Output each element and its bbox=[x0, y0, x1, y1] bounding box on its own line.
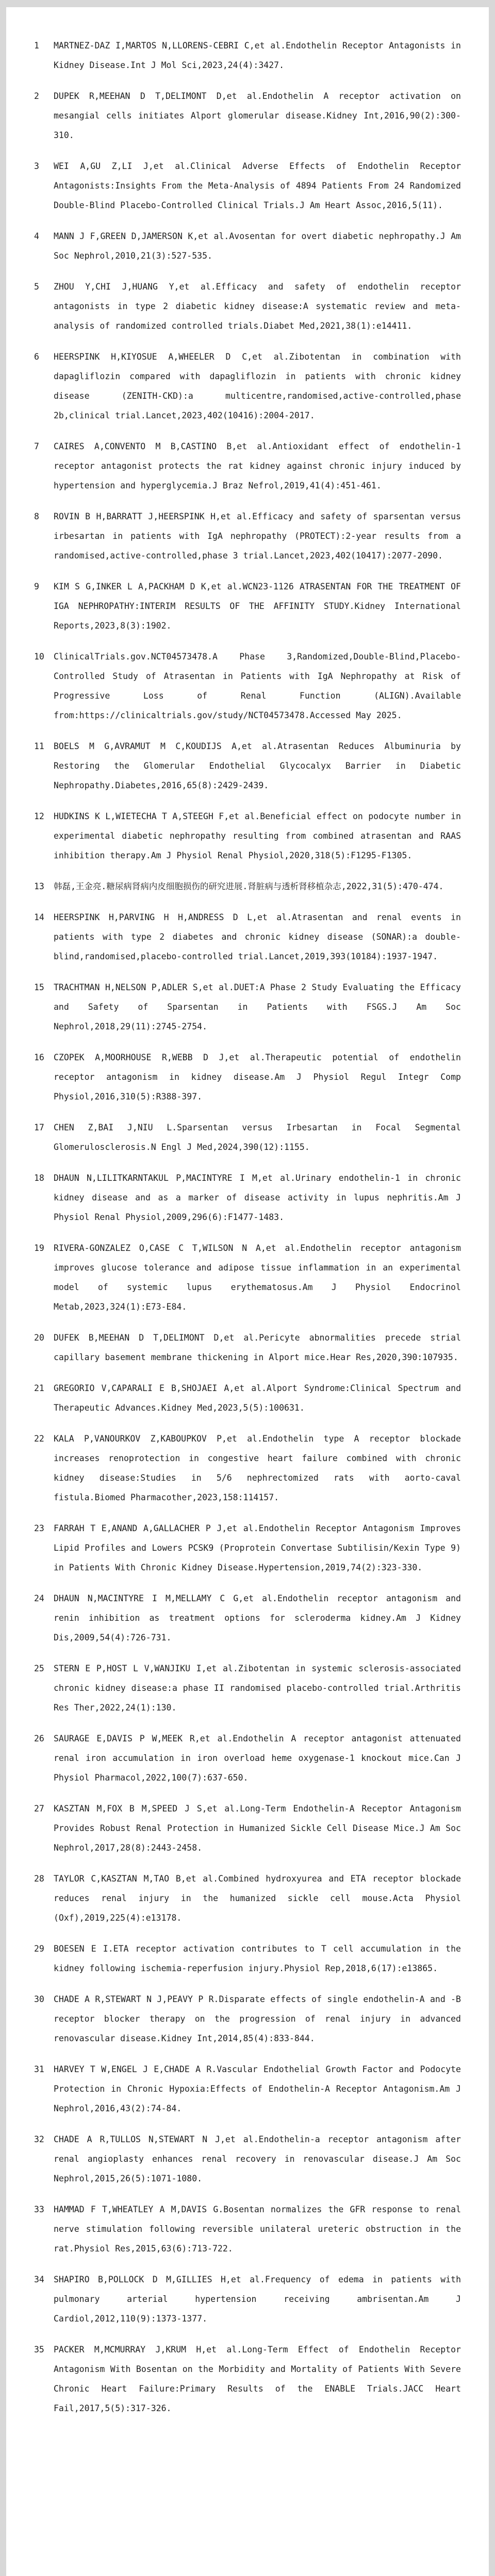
reference-entry bbox=[34, 807, 461, 866]
reference-entry bbox=[34, 347, 461, 426]
reference-entry bbox=[34, 87, 461, 145]
reference-number: 14 bbox=[34, 912, 44, 922]
reference-number: 25 bbox=[34, 1664, 44, 1673]
reference-list bbox=[34, 36, 461, 2418]
reference-number: 1 bbox=[34, 41, 39, 50]
reference-entry bbox=[34, 2060, 461, 2119]
reference-text: MARTNEZ-DAZ I,MARTOS N,LLORENS-CEBRI C,et al.Endothelin Receptor Antagonists in Kidney Disease.Int J Mol Sci,2023,24(4):3427. bbox=[54, 41, 461, 70]
reference-text: CHADE A R,STEWART N J,PEAVY P R.Disparate effects of single endothelin-A and -B receptor blocker therapy on the progression of renal injury in advanced renovascular disease.Kidney Int,2014,85(4):833-844. bbox=[54, 1994, 461, 2043]
reference-text: FARRAH T E,ANAND A,GALLACHER P J,et al.Endothelin Receptor Antagonism Improves Lipid Profiles and Lowers PCSK9 (Proprotein Convertase Subtilisin/Kexin Type 9) in Patients With Chronic Kidney Disease.Hypertension,2019,74(2):323-330. bbox=[54, 1523, 461, 1572]
reference-number: 16 bbox=[34, 1053, 44, 1062]
reference-text: DHAUN N,MACINTYRE I M,MELLAMY C G,et al.Endothelin receptor antagonism and renin inhibition as treatment options for scleroderma kidney.Am J Kidney Dis,2009,54(4):726-731. bbox=[54, 1594, 461, 1642]
reference-text: SHAPIRO B,POLLOCK D M,GILLIES H,et al.Frequency of edema in patients with pulmonary arterial hypertension receiving ambrisentan.Am J Cardiol,2012,110(9):1373-1377. bbox=[54, 2275, 461, 2324]
reference-number: 28 bbox=[34, 1874, 44, 1884]
reference-number: 3 bbox=[34, 161, 39, 171]
reference-text: WEI A,GU Z,LI J,et al.Clinical Adverse Effects of Endothelin Receptor Antagonists:Insights From the Meta-Analysis of 4894 Patients From 24 Randomized Double-Blind Placebo-Controlled Clinical Trials.J Am Heart Assoc,2016,5(11). bbox=[54, 161, 461, 210]
reference-entry bbox=[34, 1118, 461, 1157]
reference-entry bbox=[34, 647, 461, 725]
reference-number: 33 bbox=[34, 2205, 44, 2214]
reference-number: 5 bbox=[34, 282, 39, 292]
reference-entry bbox=[34, 1168, 461, 1227]
reference-text: KASZTAN M,FOX B M,SPEED J S,et al.Long-Term Endothelin-A Receptor Antagonism Provides Robust Renal Protection in Humanized Sickle Cell Disease Mice.J Am Soc Nephrol,2017,28(8):2443-2458. bbox=[54, 1804, 461, 1853]
reference-number: 8 bbox=[34, 512, 39, 521]
reference-number: 24 bbox=[34, 1594, 44, 1603]
reference-number: 20 bbox=[34, 1333, 44, 1343]
reference-entry bbox=[34, 1519, 461, 1578]
reference-entry bbox=[34, 2340, 461, 2418]
reference-text: BOESEN E I.ETA receptor activation contributes to T cell accumulation in the kidney following ischemia-reperfusion injury.Physiol Rep,2018,6(17):e13865. bbox=[54, 1944, 461, 1973]
reference-text: ZHOU Y,CHI J,HUANG Y,et al.Efficacy and safety of endothelin receptor antagonists in type 2 diabetic kidney disease:A systematic review and meta-analysis of randomized controlled trials.Diabet Med,2021,38(1):e14411. bbox=[54, 282, 461, 331]
reference-entry bbox=[34, 277, 461, 336]
reference-text: ROVIN B H,BARRATT J,HEERSPINK H,et al.Efficacy and safety of sparsentan versus irbesartan in patients with IgA nephropathy (PROTECT):2-year results from a randomised,active-controlled,phase 3 trial.Lancet,2023,402(10417):2077-2090. bbox=[54, 512, 461, 561]
reference-number: 26 bbox=[34, 1734, 44, 1743]
reference-text: CHADE A R,TULLOS N,STEWART N J,et al.Endothelin-a receptor antagonism after renal angioplasty enhances renal recovery in renovascular disease.J Am Soc Nephrol,2015,26(5):1071-1080. bbox=[54, 2134, 461, 2183]
reference-text: PACKER M,MCMURRAY J,KRUM H,et al.Long-Term Effect of Endothelin Receptor Antagonism With Bosentan on the Morbidity and Mortality of Patients With Severe Chronic Heart Failure:Primary Results of the ENABLE Trials.JACC Heart Fail,2017,5(5):317-326. bbox=[54, 2345, 461, 2413]
reference-text: HEERSPINK H,KIYOSUE A,WHEELER D C,et al.Zibotentan in combination with dapagliflozin compared with dapagliflozin in patients with chronic kidney disease (ZENITH-CKD):a multicentre,randomised,active-controlled,phase 2b,clinical trial.Lancet,2023,402(10416):2004-2017. bbox=[54, 352, 461, 420]
reference-number: 21 bbox=[34, 1383, 44, 1393]
reference-entry bbox=[34, 1328, 461, 1367]
reference-text: KIM S G,INKER L A,PACKHAM D K,et al.WCN23-1126 ATRASENTAN FOR THE TREATMENT OF IGA NEPHROPATHY:INTERIM RESULTS OF THE AFFINITY STUDY.Kidney International Reports,2023,8(3):1902. bbox=[54, 582, 461, 631]
reference-text: CAIRES A,CONVENTO M B,CASTINO B,et al.Antioxidant effect of endothelin-1 receptor antagonist protects the rat kidney against chronic injury induced by hypertension and hyperglycemia.J Braz Nefrol,2019,41(4):451-461. bbox=[54, 442, 461, 490]
reference-number: 6 bbox=[34, 352, 39, 362]
reference-entry bbox=[34, 1048, 461, 1107]
reference-text: GREGORIO V,CAPARALI E B,SHOJAEI A,et al.Alport Syndrome:Clinical Spectrum and Therapeutic Advances.Kidney Med,2023,5(5):100631. bbox=[54, 1383, 461, 1413]
reference-text: HUDKINS K L,WIETECHA T A,STEEGH F,et al.Beneficial effect on podocyte number in experimental diabetic nephropathy resulting from combined atrasentan and RAAS inhibition therapy.Am J Physiol Renal Physiol,2020,318(5):F1295-F1305. bbox=[54, 811, 461, 860]
reference-text: 韩磊,王金亮.糖尿病肾病内皮细胞损伤的研究进展.肾脏病与透析肾移植杂志,2022,31(5):470-474. bbox=[54, 882, 444, 891]
reference-entry bbox=[34, 1429, 461, 1507]
reference-text: SAURAGE E,DAVIS P W,MEEK R,et al.Endothelin A receptor antagonist attenuated renal iron accumulation in iron overload heme oxygenase-1 knockout mice.Can J Physiol Pharmacol,2022,100(7):637-650. bbox=[54, 1734, 461, 1783]
reference-number: 15 bbox=[34, 982, 44, 992]
reference-number: 30 bbox=[34, 1994, 44, 2004]
reference-entry bbox=[34, 1990, 461, 2048]
reference-number: 23 bbox=[34, 1523, 44, 1533]
reference-number: 7 bbox=[34, 442, 39, 451]
reference-number: 32 bbox=[34, 2134, 44, 2144]
reference-entry bbox=[34, 437, 461, 496]
reference-entry bbox=[34, 1869, 461, 1928]
reference-entry bbox=[34, 1239, 461, 1317]
reference-entry bbox=[34, 1729, 461, 1788]
reference-text: KALA P,VANOURKOV Z,KABOUPKOV P,et al.Endothelin type A receptor blockade increases renoprotection in congestive heart failure combined with chronic kidney disease:Studies in 5/6 nephrectomized rats with aorto-caval fistula.Biomed Pharmacother,2023,158:114157. bbox=[54, 1434, 461, 1502]
reference-text: BOELS M G,AVRAMUT M C,KOUDIJS A,et al.Atrasentan Reduces Albuminuria by Restoring the Glomerular Endothelial Glycocalyx Barrier in Diabetic Nephropathy.Diabetes,2016,65(8):2429-2439. bbox=[54, 741, 461, 790]
reference-text: DHAUN N,LILITKARNTAKUL P,MACINTYRE I M,et al.Urinary endothelin-1 in chronic kidney disease and as a marker of disease activity in lupus nephritis.Am J Physiol Renal Physiol,2009,296(6):F1477-1483. bbox=[54, 1173, 461, 1222]
reference-entry bbox=[34, 1939, 461, 1978]
reference-text: MANN J F,GREEN D,JAMERSON K,et al.Avosentan for overt diabetic nephropathy.J Am Soc Nephrol,2010,21(3):527-535. bbox=[54, 231, 461, 261]
reference-number: 27 bbox=[34, 1804, 44, 1814]
reference-entry bbox=[34, 737, 461, 795]
reference-entry bbox=[34, 2130, 461, 2189]
document-page bbox=[6, 7, 489, 2576]
reference-entry bbox=[34, 507, 461, 566]
reference-text: TRACHTMAN H,NELSON P,ADLER S,et al.DUET:A Phase 2 Study Evaluating the Efficacy and Safety of Sparsentan in Patients with FSGS.J Am Soc Nephrol,2018,29(11):2745-2754. bbox=[54, 982, 461, 1031]
reference-text: STERN E P,HOST L V,WANJIKU I,et al.Zibotentan in systemic sclerosis-associated chronic kidney disease:a phase II randomised placebo-controlled trial.Arthritis Res Ther,2022,24(1):130. bbox=[54, 1664, 461, 1713]
reference-number: 18 bbox=[34, 1173, 44, 1183]
reference-text: HARVEY T W,ENGEL J E,CHADE A R.Vascular Endothelial Growth Factor and Podocyte Protection in Chronic Hypoxia:Effects of Endothelin-A Receptor Antagonism.Am J Nephrol,2016,43(2):74-84. bbox=[54, 2064, 461, 2113]
reference-entry bbox=[34, 2270, 461, 2329]
reference-entry bbox=[34, 157, 461, 215]
reference-entry bbox=[34, 877, 461, 896]
reference-number: 10 bbox=[34, 652, 44, 662]
reference-entry bbox=[34, 2200, 461, 2259]
reference-number: 4 bbox=[34, 231, 39, 241]
reference-text: HEERSPINK H,PARVING H H,ANDRESS D L,et al.Atrasentan and renal events in patients with type 2 diabetes and chronic kidney disease (SONAR):a double-blind,randomised,placebo-controlled trial.Lancet,2019,393(10184):1937-1947. bbox=[54, 912, 461, 961]
reference-number: 31 bbox=[34, 2064, 44, 2074]
reference-text: DUFEK B,MEEHAN D T,DELIMONT D,et al.Pericyte abnormalities precede strial capillary basement membrane thickening in Alport mice.Hear Res,2020,390:107935. bbox=[54, 1333, 461, 1362]
reference-number: 35 bbox=[34, 2345, 44, 2354]
reference-entry bbox=[34, 1589, 461, 1648]
reference-number: 9 bbox=[34, 582, 39, 591]
reference-text: RIVERA-GONZALEZ O,CASE C T,WILSON N A,et al.Endothelin receptor antagonism improves glucose tolerance and adipose tissue inflammation in an experimental model of systemic lupus erythematosus.Am J Physiol Endocrinol Metab,2023,324(1):E73-E84. bbox=[54, 1243, 461, 1312]
reference-number: 12 bbox=[34, 811, 44, 821]
reference-number: 11 bbox=[34, 741, 44, 751]
reference-entry bbox=[34, 577, 461, 636]
reference-text: HAMMAD F T,WHEATLEY A M,DAVIS G.Bosentan normalizes the GFR response to renal nerve stimulation following reversible unilateral ureteric obstruction in the rat.Physiol Res,2015,63(6):713-722. bbox=[54, 2205, 461, 2253]
reference-entry bbox=[34, 908, 461, 967]
reference-number: 13 bbox=[34, 882, 44, 891]
reference-text: CZOPEK A,MOORHOUSE R,WEBB D J,et al.Therapeutic potential of endothelin receptor antagonism in kidney disease.Am J Physiol Regul Integr Comp Physiol,2016,310(5):R388-397. bbox=[54, 1053, 461, 1101]
reference-entry bbox=[34, 227, 461, 266]
reference-entry bbox=[34, 1799, 461, 1858]
reference-entry bbox=[34, 36, 461, 75]
reference-text: DUPEK R,MEEHAN D T,DELIMONT D,et al.Endothelin A receptor activation on mesangial cells initiates Alport glomerular disease.Kidney Int,2016,90(2):300-310. bbox=[54, 91, 461, 140]
reference-number: 17 bbox=[34, 1123, 44, 1132]
reference-number: 2 bbox=[34, 91, 39, 101]
reference-number: 34 bbox=[34, 2275, 44, 2284]
reference-entry bbox=[34, 978, 461, 1037]
reference-number: 19 bbox=[34, 1243, 44, 1253]
reference-text: CHEN Z,BAI J,NIU L.Sparsentan versus Irbesartan in Focal Segmental Glomerulosclerosis.N Engl J Med,2024,390(12):1155. bbox=[54, 1123, 461, 1152]
reference-entry bbox=[34, 1659, 461, 1718]
reference-text: TAYLOR C,KASZTAN M,TAO B,et al.Combined hydroxyurea and ETA receptor blockade reduces renal injury in the humanized sickle cell mouse.Acta Physiol (Oxf),2019,225(4):e13178. bbox=[54, 1874, 461, 1923]
reference-number: 22 bbox=[34, 1434, 44, 1444]
reference-text: ClinicalTrials.gov.NCT04573478.A Phase 3,Randomized,Double-Blind,Placebo-Controlled Study of Atrasentan in Patients with IgA Nephropathy at Risk of Progressive Loss of Renal Function (ALIGN).Available from:https://clinicaltrials.gov/study/NCT04573478.Accessed May 2025. bbox=[54, 652, 461, 720]
reference-number: 29 bbox=[34, 1944, 44, 1954]
reference-entry bbox=[34, 1379, 461, 1418]
